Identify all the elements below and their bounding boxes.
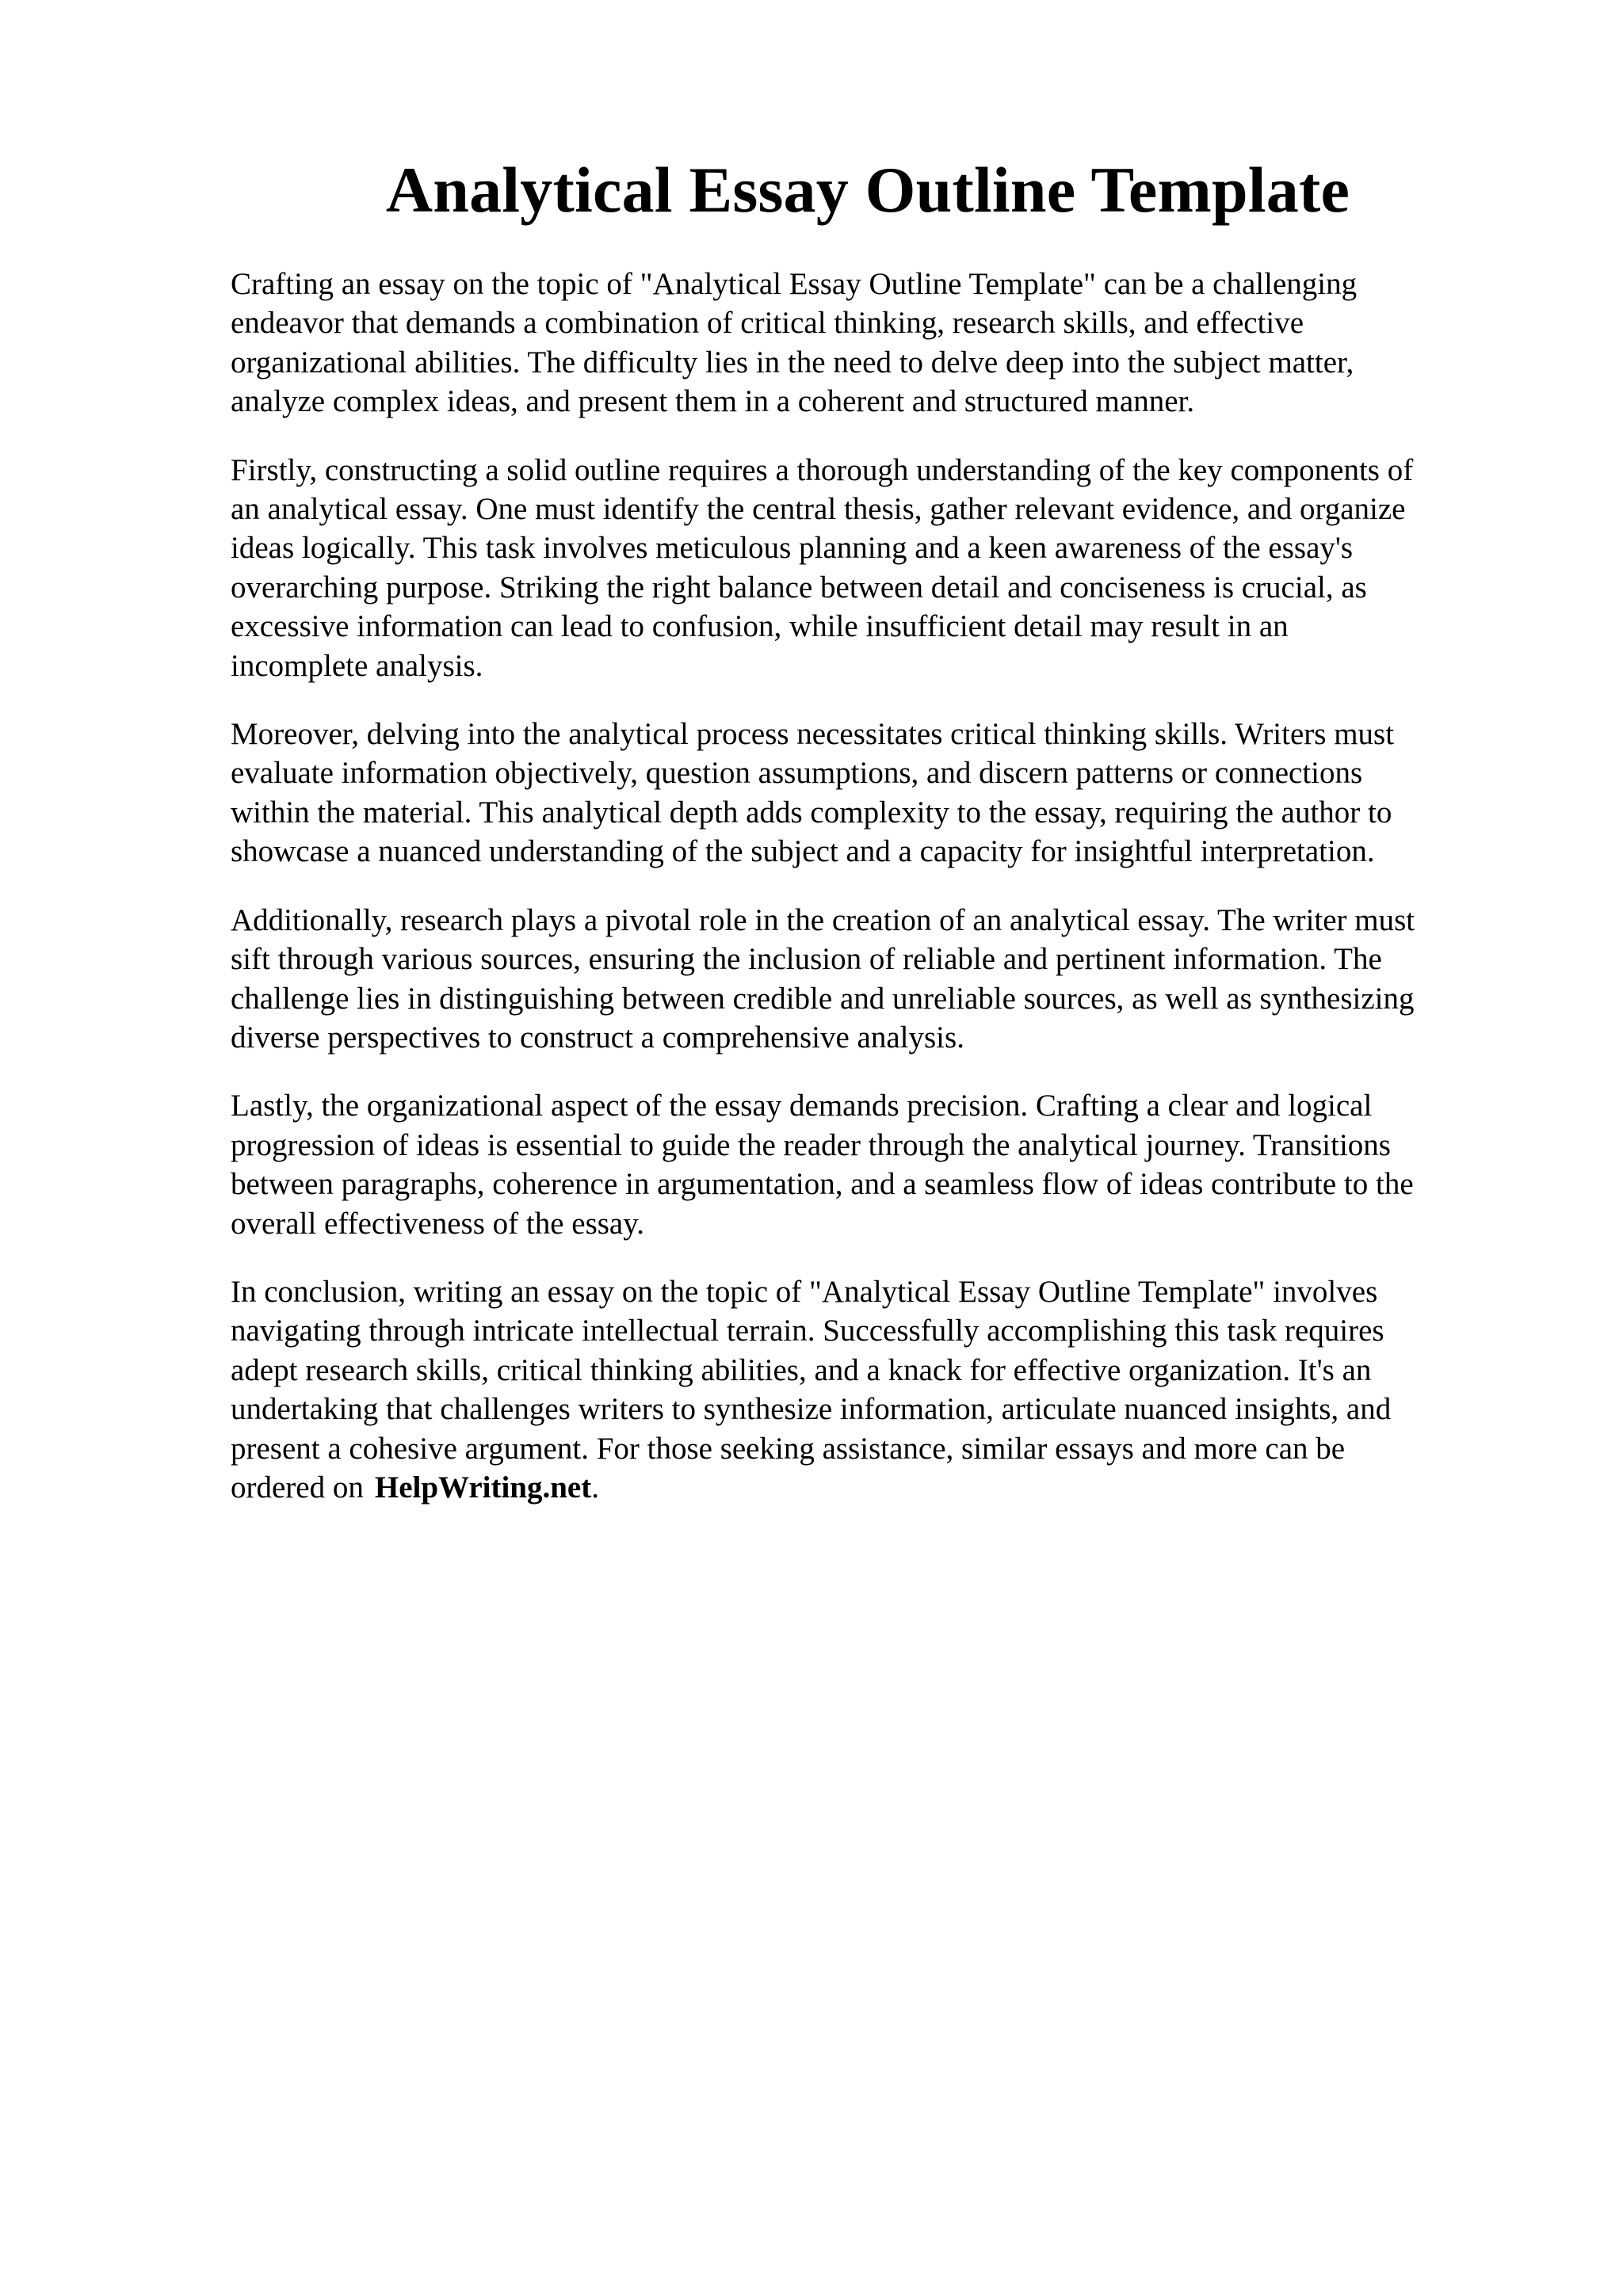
text-line: present a cohesive argument. For those seeking assistance, similar essays and more can be	[231, 1431, 1346, 1466]
text-line: diverse perspectives to construct a comprehensive analysis.	[231, 1020, 964, 1055]
text-line: an analytical essay. One must identify the central thesis, gather relevant evidence, and organize	[231, 492, 1406, 527]
text-line: Crafting an essay on the topic of "Analytical Essay Outline Template" can be a challenging	[231, 267, 1358, 301]
text-line: excessive information can lead to confusion, while insufficient detail may result in an	[231, 609, 1289, 644]
text-line: Moreover, delving into the analytical process necessitates critical thinking skills. Writers must	[231, 717, 1395, 752]
closing-prefix: ordered on	[231, 1470, 364, 1505]
text-line: adept research skills, critical thinking abilities, and a knack for effective organization. It's an	[231, 1352, 1372, 1387]
text-line: undertaking that challenges writers to synthesize information, articulate nuanced insights, and	[231, 1392, 1392, 1427]
text-line: Additionally, research plays a pivotal role in the creation of an analytical essay. The writer must	[231, 902, 1415, 937]
paragraph-firstly	[231, 451, 1514, 685]
paragraph-conclusion	[231, 1272, 1514, 1507]
paragraph-intro	[231, 265, 1514, 421]
text-line: Lastly, the organizational aspect of the essay demands precision. Crafting a clear and logical	[231, 1089, 1373, 1123]
document-body	[231, 265, 1514, 1536]
closing-line	[231, 1468, 1514, 1507]
text-line: analyze complex ideas, and present them in a coherent and structured manner.	[231, 384, 1195, 419]
closing-suffix: .	[591, 1470, 599, 1505]
text-line: overarching purpose. Striking the right balance between detail and conciseness is crucial, as	[231, 570, 1367, 605]
helpwriting-link[interactable]: HelpWriting.net	[374, 1470, 592, 1505]
text-line: between paragraphs, coherence in argumentation, and a seamless flow of ideas contribute to the	[231, 1167, 1414, 1202]
text-line: within the material. This analytical depth adds complexity to the essay, requiring the author to	[231, 795, 1392, 830]
paragraph-lastly	[231, 1086, 1514, 1243]
paragraph-moreover	[231, 715, 1514, 871]
text-line: overall effectiveness of the essay.	[231, 1206, 644, 1241]
text-line: Firstly, constructing a solid outline requires a thorough understanding of the key components of	[231, 452, 1414, 487]
text-line: organizational abilities. The difficulty lies in the need to delve deep into the subject matter,	[231, 345, 1354, 379]
text-line: ideas logically. This task involves meticulous planning and a keen awareness of the essay's	[231, 531, 1354, 566]
paragraph-additionally	[231, 901, 1514, 1058]
text-line: incomplete analysis.	[231, 648, 483, 683]
document-title: Analytical Essay Outline Template	[385, 154, 1350, 226]
text-line: progression of ideas is essential to guide the reader through the analytical journey. Transitions	[231, 1127, 1391, 1162]
text-line: challenge lies in distinguishing between credible and unreliable sources, as well as synthesizing	[231, 981, 1415, 1016]
text-line: evaluate information objectively, question assumptions, and discern patterns or connections	[231, 756, 1363, 791]
text-line: sift through various sources, ensuring the inclusion of reliable and pertinent information. The	[231, 942, 1382, 977]
text-line: navigating through intricate intellectual terrain. Successfully accomplishing this task requires	[231, 1314, 1384, 1348]
text-line: endeavor that demands a combination of critical thinking, research skills, and effective	[231, 306, 1304, 341]
text-line: showcase a nuanced understanding of the subject and a capacity for insightful interpretation.	[231, 834, 1375, 869]
text-line: In conclusion, writing an essay on the topic of "Analytical Essay Outline Template" involves	[231, 1274, 1378, 1309]
